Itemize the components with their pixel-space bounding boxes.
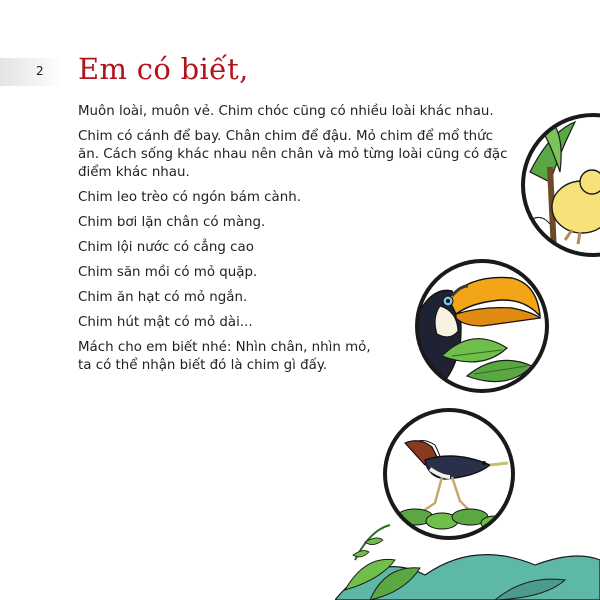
paragraph: Chim ăn hạt có mỏ ngắn. <box>78 290 248 305</box>
page-number-tab <box>0 58 62 86</box>
paragraph: Chim bơi lặn chân có màng. <box>78 215 266 230</box>
paragraph: Chim săn mồi có mỏ quặp. <box>78 265 258 280</box>
climbing-bird-icon <box>520 112 600 258</box>
paragraph: Chim có cánh để bay. Chân chim để đậu. Mỏ chim để mổ thức ăn. Cách sống khác nhau nên chân và mỏ từng loài cũng có đặc điểm khác nhau. <box>78 129 508 180</box>
paragraph: Chim leo trèo có ngón bám cành. <box>78 190 301 205</box>
paragraph: Muôn loài, muôn vẻ. Chim chóc cũng có nhiều loài khác nhau. <box>78 104 494 119</box>
page-title: Em có biết, <box>78 52 249 86</box>
leaves-icon <box>335 520 600 600</box>
paragraph: Chim lội nước có cẳng cao <box>78 240 254 255</box>
paragraph: Mách cho em biết nhé: Nhìn chân, nhìn mỏ, ta có thể nhận biết đó là chim gì đấy. <box>78 340 371 373</box>
paragraph: Chim hút mật có mỏ dài... <box>78 315 253 330</box>
toucan-icon <box>412 256 552 396</box>
page-number: 2 <box>36 64 44 78</box>
